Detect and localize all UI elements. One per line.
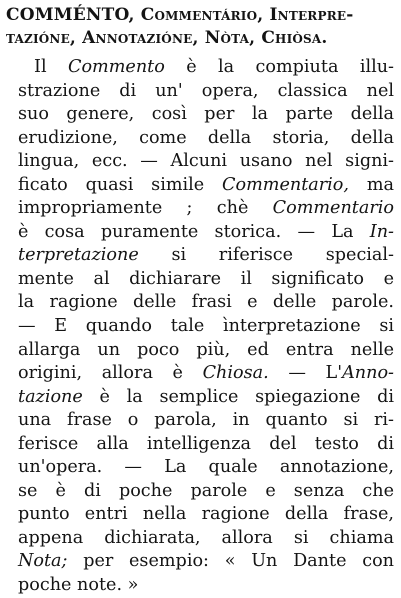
body-line [18,433,394,457]
italic-term: Commento [67,57,165,77]
body-line [18,409,394,433]
entry-heading-line-2 [6,27,398,50]
body-text-segment: strazione di un' opera, classica nel [18,80,394,101]
body-line [18,386,394,410]
body-line [18,221,394,245]
body-text-segment: per esempio: « Un Dante con [67,551,394,572]
italic-term: Commentario [272,198,394,219]
body-text-segment: ma [348,174,395,195]
body-text-segment: una frase o parola, in quanto si ri- [18,410,394,431]
body-text-segment: suo genere, così per la parte della [18,104,394,125]
body-line [18,362,394,386]
body-line [18,150,394,174]
body-text-segment: Il [34,57,68,77]
italic-term: terpretazione [18,245,139,266]
body-line [18,174,394,198]
body-line [18,550,394,574]
synonyms-list-continued: tazióne, Annotazióne, Nòta, Chiòsa. [6,28,328,48]
body-line [18,480,394,504]
body-line [18,456,394,480]
body-line [18,244,394,268]
italic-term: In- [369,221,394,242]
body-text-segment: origini, allora è [18,363,203,384]
body-text-segment: è la compiuta illu- [164,57,395,77]
body-text-segment: impropriamente ; chè [18,198,273,219]
synonyms-list: Commentário, Interpre- [140,5,354,25]
body-text-segment: se è di poche parole e senza che [18,480,394,501]
body-text-segment: mente al dichiarare il significato e [18,268,394,289]
body-text-segment: punto entri nella ragione della frase, [18,504,394,525]
body-line [18,291,394,315]
body-text-segment: si riferisce special- [138,245,394,266]
italic-term: Nota; [18,551,68,572]
italic-term: Commentario, [222,174,349,195]
body-line [18,197,394,221]
body-text-segment: è la semplice spiegazione di [82,386,394,407]
headword: COMMÉNTO, [6,5,141,25]
italic-term: tazione [18,386,83,407]
body-text-segment: lingua, ecc. — Alcuni usano nel signi- [18,151,394,172]
body-text-segment: ficato quasi simile [18,174,223,195]
body-text-segment: erudizione, come della storia, della [18,127,394,148]
body-text-segment: appena dichiarata, allora si chiama [18,527,394,548]
body-line [18,315,394,339]
body-text-segment: poche note. » [18,575,139,596]
body-text-segment: un'opera. — La quale annotazione, [18,457,394,478]
body-line [18,503,394,527]
body-text-segment: la ragione delle frasi e delle parole. [18,292,394,313]
body-text-segment: — E quando tale ìnterpretazione si [18,316,394,337]
body-text-segment: allarga un poco più, ed entra nelle [18,339,394,360]
body-text-segment: ferisce alla intelligenza del testo di [18,433,394,454]
entry-heading [6,4,398,50]
body-line [18,574,394,598]
body-line [18,80,394,104]
body-text-segment: — L' [268,363,343,384]
entry-body [18,56,394,598]
entry-heading-line-1 [6,4,398,27]
body-line [18,339,394,363]
body-line [18,103,394,127]
body-line [18,268,394,292]
italic-term: Chiosa. [202,363,269,384]
body-line [18,127,394,151]
italic-term: Anno- [342,363,394,384]
body-line [18,527,394,551]
body-line [18,56,394,80]
body-text-segment: è cosa puramente storica. — La [18,221,370,242]
